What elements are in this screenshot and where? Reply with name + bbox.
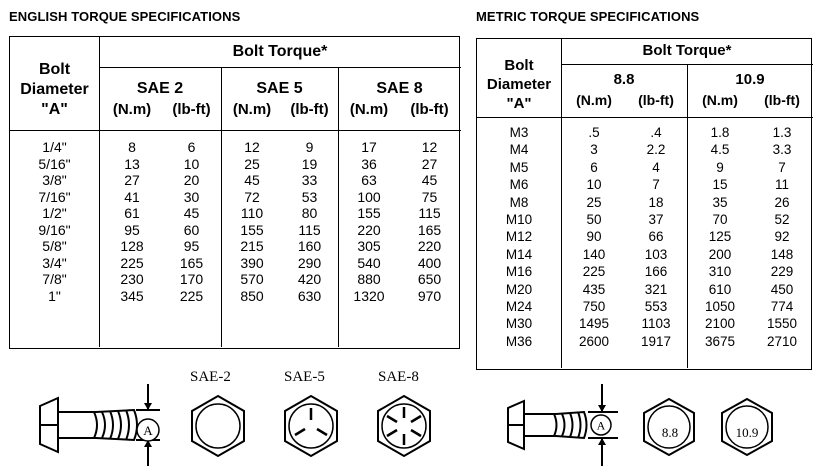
table-cell: 148	[770, 246, 794, 262]
table-cell: M24	[505, 298, 533, 314]
table-cell: 8	[128, 139, 136, 155]
table-cell: M12	[505, 229, 533, 245]
g88-nm-column	[563, 124, 625, 350]
sae-8-head-icon	[372, 394, 436, 458]
table-cell: 850	[240, 287, 264, 304]
table-cell: 7	[778, 159, 786, 175]
table-cell: 165	[417, 221, 442, 238]
sae-5-head-icon	[279, 394, 343, 458]
english-section-title: ENGLISH TORQUE SPECIFICATIONS	[9, 9, 241, 24]
table-cell: 220	[417, 238, 442, 254]
table-cell: 128	[120, 238, 144, 254]
table-cell: 225	[179, 287, 204, 304]
table-cell: 63	[361, 172, 377, 188]
unit-header-lbft: (lb-ft)	[410, 101, 449, 118]
sae-2-caption: SAE-2	[190, 369, 231, 385]
diameter-column	[477, 124, 561, 350]
table-cell: 1320	[353, 287, 385, 304]
table-cell: 41	[124, 188, 140, 205]
table-cell: 160	[297, 238, 322, 254]
sae2-nm-column	[102, 139, 162, 304]
table-cell: 20	[183, 172, 200, 188]
sae2-lbft-column	[162, 139, 221, 304]
table-cell: 1/4"	[42, 139, 67, 155]
table-cell: 1"	[48, 287, 61, 304]
table-cell: 345	[120, 287, 144, 304]
english-torque-table	[9, 36, 460, 349]
table-cell: 50	[586, 211, 602, 227]
table-cell: 17	[361, 139, 377, 155]
table-cell: 53	[301, 188, 318, 205]
table-cell: 26	[774, 194, 790, 210]
table-cell: 19	[301, 155, 318, 172]
table-cell: 400	[417, 254, 442, 271]
metric-8-8-head-icon	[638, 397, 700, 457]
table-cell: 220	[357, 221, 381, 238]
table-cell: 155	[240, 221, 264, 238]
table-cell: 60	[183, 221, 200, 238]
grade-header-sae2: SAE 2	[136, 80, 184, 97]
table-cell: .5	[588, 125, 600, 140]
table-cell: 225	[120, 254, 144, 271]
metric-10-9-head-icon	[716, 397, 778, 457]
g109-nm-column	[689, 124, 751, 350]
unit-header-lbft: (lb-ft)	[638, 92, 674, 108]
dimension-a-label: A	[143, 423, 153, 438]
table-cell: 4	[652, 159, 660, 175]
bolt-torque-header: Bolt Torque*	[232, 43, 328, 60]
bolt-header-line-3: "A"	[506, 95, 532, 112]
table-cell: M8	[509, 194, 529, 210]
dimension-a-icon	[135, 417, 161, 443]
table-cell: 45	[421, 172, 438, 188]
table-cell: 1917	[640, 333, 672, 349]
table-cell: 2710	[766, 333, 798, 349]
dimension-a-label: A	[596, 418, 606, 433]
table-cell: 30	[183, 188, 200, 205]
table-cell: 1/2"	[42, 205, 67, 221]
table-cell: 1050	[704, 298, 736, 314]
table-cell: 110	[240, 205, 264, 221]
diameter-column	[10, 139, 99, 304]
unit-header-nm: (N.m)	[576, 92, 612, 108]
table-cell: 9	[716, 159, 724, 175]
grade-header-sae8: SAE 8	[376, 80, 423, 97]
table-cell: 3	[590, 142, 598, 158]
grade-header-8-8: 8.8	[613, 71, 635, 88]
table-cell: 570	[240, 271, 264, 287]
bolt-header-line-2: Diameter	[486, 76, 552, 93]
table-cell: 95	[183, 238, 200, 254]
table-cell: 435	[582, 281, 606, 297]
table-cell: 115	[298, 221, 321, 238]
table-cell: 610	[708, 281, 732, 297]
table-cell: 33	[301, 172, 318, 188]
grade-8-8-marking: 8.8	[661, 425, 679, 440]
table-cell: 6	[187, 139, 196, 155]
table-cell: 45	[183, 205, 200, 221]
table-cell: 125	[708, 229, 732, 245]
table-cell: 36	[361, 155, 377, 172]
sae5-lbft-column	[281, 139, 338, 304]
table-cell: M30	[505, 316, 533, 332]
table-cell: 229	[770, 264, 794, 280]
table-cell: 2600	[578, 333, 610, 349]
table-cell: 2100	[704, 316, 736, 332]
sae-2-head-icon	[186, 394, 250, 458]
table-cell: 540	[357, 254, 381, 271]
table-cell: 70	[712, 211, 728, 227]
unit-header-lbft: (lb-ft)	[172, 101, 211, 118]
table-cell: 52	[774, 211, 790, 227]
grade-header-10-9: 10.9	[735, 71, 765, 88]
table-cell: 6	[590, 159, 598, 175]
table-cell: 3675	[704, 333, 736, 349]
unit-header-nm: (N.m)	[112, 101, 152, 118]
table-cell: 3.3	[772, 142, 792, 158]
table-cell: 774	[770, 298, 794, 314]
table-cell: 15	[712, 177, 728, 193]
table-cell: 230	[120, 271, 144, 287]
table-cell: 630	[297, 287, 322, 304]
table-cell: 18	[648, 194, 664, 210]
sae-8-caption: SAE-8	[378, 369, 419, 385]
table-cell: 72	[244, 188, 260, 205]
table-cell: M4	[509, 142, 529, 158]
table-cell: 1495	[578, 316, 610, 332]
table-cell: 25	[586, 194, 602, 210]
table-cell: 1.3	[772, 125, 792, 140]
table-cell: 7/16"	[38, 188, 71, 205]
table-cell: 9	[305, 139, 314, 155]
table-cell: 305	[357, 238, 381, 254]
table-cell: 37	[648, 211, 664, 227]
table-cell: 10	[183, 155, 200, 172]
table-cell: 100	[357, 188, 381, 205]
table-cell: 5/8"	[42, 238, 67, 254]
table-cell: 650	[417, 271, 442, 287]
table-cell: M5	[509, 159, 529, 175]
unit-header-nm: (N.m)	[232, 101, 272, 118]
unit-header-nm: (N.m)	[349, 101, 389, 118]
bolt-header-line-1: Bolt	[504, 57, 534, 74]
table-cell: 1550	[766, 316, 798, 332]
table-cell: M14	[505, 246, 533, 262]
bolt-header-line-2: Diameter	[20, 81, 89, 98]
table-cell: 45	[244, 172, 260, 188]
table-cell: M16	[505, 264, 533, 280]
table-cell: 880	[357, 271, 381, 287]
table-cell: 321	[644, 281, 668, 297]
table-cell: 35	[712, 194, 728, 210]
table-cell: 9/16"	[38, 221, 71, 238]
table-cell: 12	[421, 139, 438, 155]
table-cell: 5/16"	[38, 155, 71, 172]
table-cell: 4.5	[710, 142, 730, 158]
table-cell: 165	[179, 254, 204, 271]
table-cell: 553	[644, 298, 668, 314]
unit-header-nm: (N.m)	[702, 92, 738, 108]
metric-dimension-a-icon	[589, 413, 613, 437]
table-cell: 140	[582, 246, 606, 262]
table-cell: 215	[240, 238, 264, 254]
table-cell: 7	[652, 177, 660, 193]
table-cell: 92	[774, 229, 790, 245]
table-cell: 95	[124, 221, 140, 238]
table-cell: 12	[244, 139, 260, 155]
g88-lbft-column	[625, 124, 687, 350]
table-cell: M3	[509, 125, 529, 140]
table-cell: 115	[418, 205, 441, 221]
table-cell: 390	[240, 254, 264, 271]
table-cell: 166	[644, 264, 668, 280]
sae5-nm-column	[223, 139, 281, 304]
sae8-nm-column	[340, 139, 398, 304]
metric-torque-table	[476, 38, 812, 370]
sae8-lbft-column	[398, 139, 461, 304]
table-cell: 75	[421, 188, 438, 205]
table-cell: 310	[708, 264, 732, 280]
table-cell: M6	[509, 177, 529, 193]
table-cell: 103	[644, 246, 668, 262]
table-cell: 27	[421, 155, 438, 172]
grade-header-sae5: SAE 5	[256, 80, 303, 97]
table-cell: 170	[179, 271, 204, 287]
table-cell: 1103	[641, 316, 671, 332]
table-cell: .4	[650, 125, 662, 140]
table-cell: 90	[586, 229, 602, 245]
table-cell: 3/4"	[42, 254, 67, 271]
table-cell: 27	[124, 172, 140, 188]
table-cell: 750	[582, 298, 606, 314]
g109-lbft-column	[751, 124, 813, 350]
table-cell: 66	[648, 229, 664, 245]
table-cell: 80	[301, 205, 318, 221]
table-cell: 2.2	[646, 142, 666, 158]
bolt-torque-header: Bolt Torque*	[642, 42, 732, 59]
sae-5-caption: SAE-5	[284, 369, 325, 385]
metric-section-title: METRIC TORQUE SPECIFICATIONS	[476, 9, 700, 24]
table-cell: 25	[244, 155, 260, 172]
table-cell: 420	[297, 271, 322, 287]
table-cell: 290	[297, 254, 322, 271]
unit-header-lbft: (lb-ft)	[764, 92, 800, 108]
table-cell: M36	[505, 333, 533, 349]
grade-10-9-marking: 10.9	[735, 425, 759, 440]
table-cell: 200	[708, 246, 732, 262]
table-cell: 7/8"	[42, 271, 67, 287]
unit-header-lbft: (lb-ft)	[290, 101, 329, 118]
table-cell: M20	[505, 281, 533, 297]
table-cell: 61	[124, 205, 140, 221]
bolt-header-line-1: Bolt	[38, 61, 71, 78]
bolt-header-line-3: "A"	[41, 101, 68, 118]
table-cell: 3/8"	[42, 172, 67, 188]
table-cell: 225	[582, 264, 606, 280]
table-cell: 13	[124, 155, 140, 172]
table-cell: 155	[357, 205, 381, 221]
table-cell: 450	[770, 281, 794, 297]
table-cell: 970	[417, 287, 442, 304]
table-cell: 11	[774, 177, 789, 193]
table-cell: 10	[586, 177, 602, 193]
table-cell: M10	[505, 211, 533, 227]
table-cell: 1.8	[710, 125, 730, 140]
